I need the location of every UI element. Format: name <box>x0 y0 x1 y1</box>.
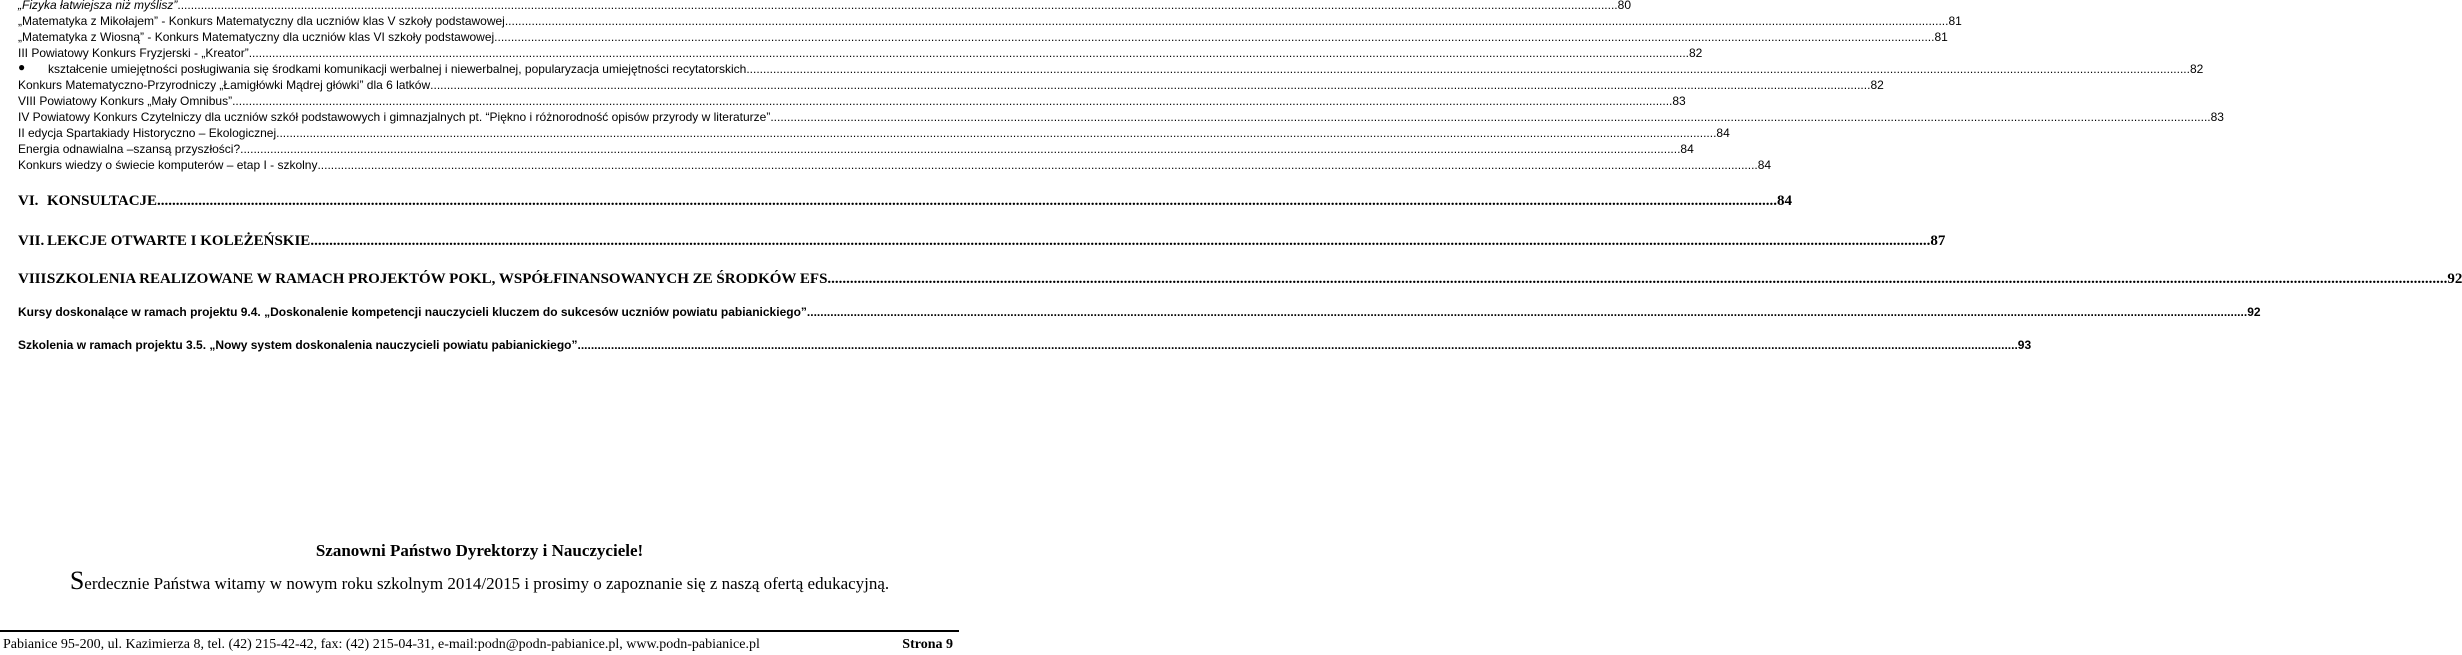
bullet-icon: ● <box>18 60 26 74</box>
dot-leader <box>249 46 1689 60</box>
toc-entry[interactable] <box>18 46 1703 60</box>
toc-entry[interactable] <box>18 142 1694 156</box>
toc-entry-title: Energia odnawialna –szansą przyszłości? <box>18 142 241 156</box>
subentry-title: Kursy doskonalące w ramach projektu 9.4. „Doskonalenie kompetencji nauczycieli kluczem do sukcesów uczniów powiatu pabianickiego” <box>18 305 807 319</box>
toc-entry[interactable] <box>18 78 1884 92</box>
dot-leader <box>276 126 1716 140</box>
toc-entry[interactable] <box>18 158 1772 172</box>
toc-entry-page: 84 <box>1716 126 1730 140</box>
toc-entry[interactable] <box>18 126 1730 140</box>
dot-leader <box>807 305 2247 319</box>
toc-entry-page: 84 <box>1680 142 1694 156</box>
toc-entry[interactable] <box>18 0 1631 12</box>
toc-entry[interactable] <box>18 14 1962 28</box>
toc-entry-page: 81 <box>1948 14 1962 28</box>
footer-address: Pabianice 95-200, ul. Kazimierza 8, tel. (42) 215-42-42, fax: (42) 215-04-31, e-mail:podn@podn-pabianice.pl, www.podn-pabianice.pl <box>3 637 760 652</box>
toc-entry-title: Konkurs Matematyczno-Przyrodniczy „Łamigłówki Mądrej główki” dla 6 latków <box>18 78 431 92</box>
footer-rule <box>0 630 959 632</box>
dot-leader <box>508 14 1948 28</box>
dot-leader <box>494 30 1934 44</box>
dot-leader <box>240 142 1680 156</box>
section-page: 84 <box>1777 193 1793 209</box>
subentry-title: Szkolenia w ramach projektu 3.5. „Nowy system doskonalenia nauczycieli powiatu pabianickiego” <box>18 338 578 352</box>
toc-subentry[interactable] <box>18 305 2261 319</box>
toc-entry-title: „Fizyka łatwiejsza niż myślisz” <box>18 0 178 12</box>
section-number: VI. <box>18 193 39 209</box>
toc-entry-title: III Powiatowy Konkurs Fryzjerski - „Kreator” <box>18 46 249 60</box>
toc-subentry[interactable] <box>18 338 2032 352</box>
toc-entry-title: IV Powiatowy Konkurs Czytelniczy dla uczniów szkół podstawowych i gimnazjalnych pt. “Piękno i różnorodność opisów przyrody w literaturze” <box>18 110 771 124</box>
toc-entry-page: 82 <box>1870 78 1884 92</box>
intro-paragraph <box>0 568 959 594</box>
toc-entry-page: 83 <box>1672 94 1686 108</box>
section-title: KONSULTACJE <box>47 193 158 209</box>
toc-entry-title: kształcenie umiejętności posługiwania się środkami komunikacji werbalnej i niewerbalnej, popularyzacja umiejętności recytatorskich. <box>48 62 750 76</box>
toc-entry[interactable] <box>48 62 2204 76</box>
dot-leader <box>157 193 1777 210</box>
toc-entry-page: 80 <box>1617 0 1631 12</box>
toc-section[interactable] <box>18 233 1946 250</box>
toc-entry-title: VIII Powiatowy Konkurs „Mały Omnibus” <box>18 94 233 108</box>
section-page: 87 <box>1930 233 1946 249</box>
dot-leader <box>578 338 2018 352</box>
section-page: 92 <box>2447 271 2462 287</box>
toc-entry-title: II edycja Spartakiady Historyczno – Ekologicznej <box>18 126 277 140</box>
toc-entry-title: „Matematyka z Mikołajem” - Konkurs Matematyczny dla uczniów klas V szkoły podstawowej. <box>18 14 509 28</box>
toc-entry-title: Konkurs wiedzy o świecie komputerów – etap I - szkolny <box>18 158 318 172</box>
dot-leader <box>430 78 1870 92</box>
toc-entry-title: „Matematyka z Wiosną” - Konkurs Matematyczny dla uczniów klas VI szkoły podstawowej <box>18 30 495 44</box>
toc-entry-page: 82 <box>1689 46 1703 60</box>
toc-entry-page: 81 <box>1934 30 1948 44</box>
toc-entry[interactable] <box>18 94 1686 108</box>
dot-leader <box>750 62 2190 76</box>
greeting-heading: Szanowni Państwo Dyrektorzy i Nauczyciele! <box>315 541 644 560</box>
dot-leader <box>827 271 2447 288</box>
toc-entry-page: 84 <box>1757 158 1772 172</box>
dot-leader <box>310 233 1930 250</box>
toc-section[interactable] <box>18 193 1793 210</box>
dot-leader <box>232 94 1672 108</box>
dot-leader <box>177 0 1617 12</box>
section-number: VII. <box>18 233 45 249</box>
footer-page-number: Strona 9 <box>902 637 953 652</box>
subentry-page: 93 <box>2017 338 2032 352</box>
dot-leader <box>317 158 1757 172</box>
section-title: SZKOLENIA REALIZOWANE W RAMACH PROJEKTÓW POKL, WSPÓŁFINANSOWANYCH ZE ŚRODKÓW EFS <box>47 271 828 287</box>
toc-section[interactable] <box>18 271 2462 288</box>
page-footer <box>3 637 953 653</box>
subentry-page: 92 <box>2247 305 2261 319</box>
toc-entry-page: 83 <box>2210 110 2224 124</box>
toc-entry[interactable] <box>18 30 1948 44</box>
toc-entry[interactable] <box>18 110 2224 124</box>
intro-text: erdecznie Państwa witamy w nowym roku szkolnym 2014/2015 i prosimy o zapoznanie się z naszą ofertą edukacyjną. <box>84 574 890 593</box>
section-title: LEKCJE OTWARTE I KOLEŻEŃSKIE <box>47 233 311 249</box>
drop-cap: S <box>69 566 85 595</box>
section-number: VIII. <box>18 271 51 287</box>
dot-leader <box>770 110 2210 124</box>
toc-entry-page: 82 <box>2189 62 2204 76</box>
